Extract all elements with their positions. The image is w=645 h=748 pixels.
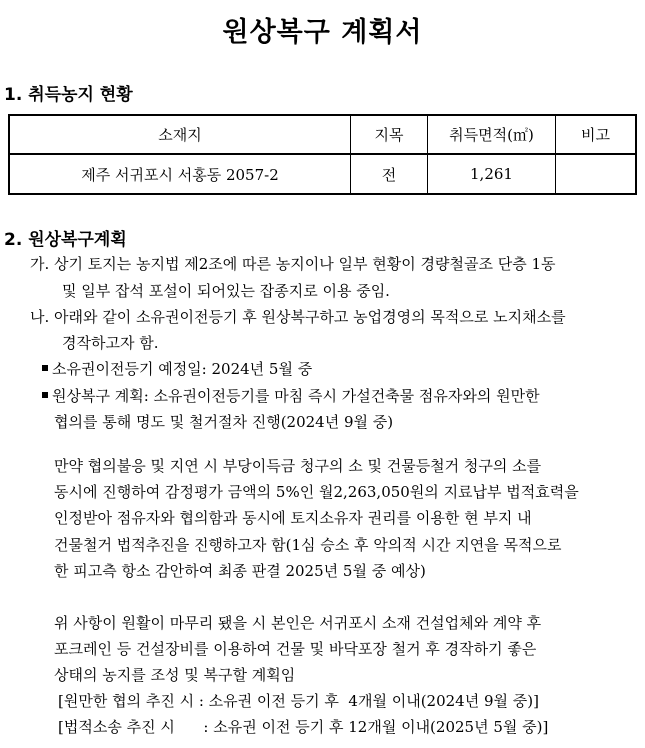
schedule-line: [법적소송 추진 시 : 소유권 이전 등기 후 12개월 이내(2025년 5월 중)] [58, 718, 549, 736]
bullet-item [42, 385, 540, 406]
paragraph-line: 상태의 농지를 조성 및 복구할 계획임 [54, 666, 296, 684]
page-title: 원상복구 계획서 [222, 17, 423, 48]
square-bullet-icon [42, 365, 48, 371]
cell-location: 제주 서귀포시 서홍동 2057-2 [9, 154, 351, 194]
bullet-item [42, 358, 312, 379]
item-na-line: 나. 아래와 같이 소유권이전등기 후 원상복구하고 농업경영의 목적으로 노지채소를 [30, 308, 566, 326]
paragraph-line: 한 피고측 항소 감안하여 최종 판결 2025년 5월 중 예상) [54, 562, 426, 580]
paragraph-line: 인정받아 점유자와 협의함과 동시에 토지소유자 권리를 이용한 현 부지 내 [54, 509, 532, 527]
cell-land-category: 전 [351, 154, 428, 194]
item-ga-line: 및 일부 잡석 포설이 되어있는 잡종지로 이용 중임. [62, 282, 390, 300]
item-ga-line: 가. 상기 토지는 농지법 제2조에 따른 농지이나 일부 현황이 경량철골조 단층 1동 [30, 255, 556, 273]
item-na-line: 경작하고자 함. [62, 334, 159, 352]
cell-area: 1,261 [428, 154, 556, 194]
bullet-text: 소유권이전등기 예정일: 2024년 5월 중 [52, 360, 313, 378]
schedule-line: [원만한 협의 추진 시 : 소유권 이전 등기 후 4개월 이내(2024년 9월 중)] [58, 692, 539, 710]
section-heading-restoration-plan: 2. 원상복구계획 [4, 230, 127, 250]
section-heading-acquired-land: 1. 취득농지 현황 [4, 85, 133, 105]
table-row [9, 154, 636, 194]
header-land-category: 지목 [351, 115, 428, 154]
paragraph-line: 만약 협의불응 및 지연 시 부당이득금 청구의 소 및 건물등철거 청구의 소를 [54, 457, 542, 475]
paragraph-line: 위 사항이 원활이 마무리 됐을 시 본인은 서귀포시 소재 건설업체와 계약 후 [54, 614, 542, 632]
table-header-row [9, 115, 636, 154]
header-location: 소재지 [9, 115, 351, 154]
bullet-continuation: 협의를 통해 명도 및 철거절차 진행(2024년 9월 중) [54, 413, 394, 431]
acquired-land-table [8, 114, 637, 195]
header-area: 취득면적(㎡) [428, 115, 556, 154]
paragraph-line: 동시에 진행하여 감정평가 금액의 5%인 월2,263,050원의 지료납부 법적효력을 [54, 483, 579, 501]
header-remarks: 비고 [556, 115, 637, 154]
bullet-text: 원상복구 계획: 소유권이전등기를 마침 즉시 가설건축물 점유자와의 원만한 [52, 387, 540, 405]
square-bullet-icon [42, 392, 48, 398]
paragraph-line: 건물철거 법적추진을 진행하고자 함(1심 승소 후 악의적 시간 지연을 목적으로 [54, 536, 562, 554]
cell-remarks [556, 154, 637, 194]
paragraph-line: 포크레인 등 건설장비를 이용하여 건물 및 바닥포장 철거 후 경작하기 좋은 [54, 640, 537, 658]
